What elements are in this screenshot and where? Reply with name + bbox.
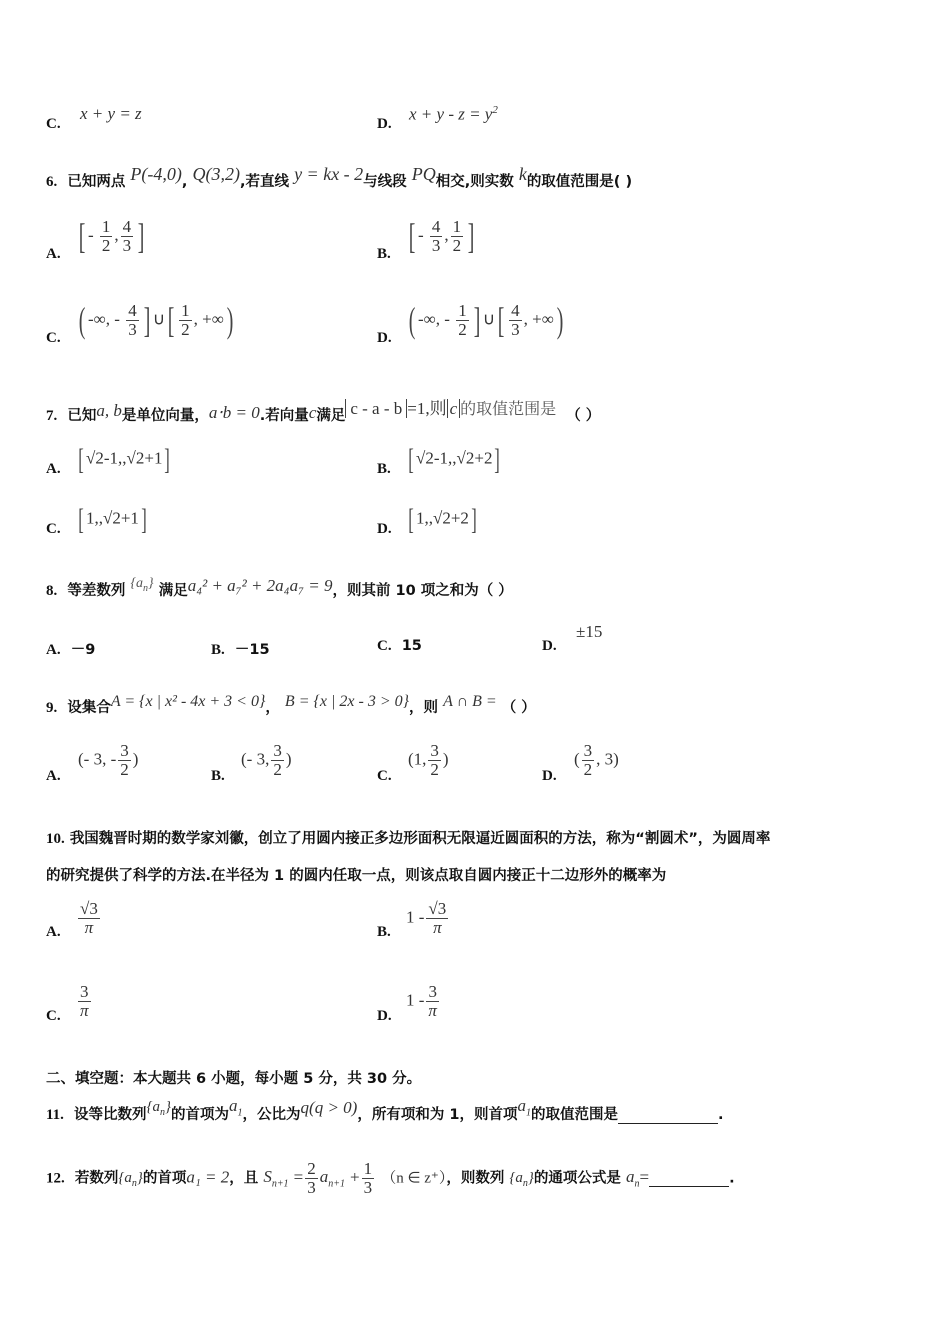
q6-stem: 6. 已知两点 P(-4,0), Q(3,2),若直线 y = kx - 2与线段 PQ相交,则实数 k的取值范围是( ) — [46, 164, 633, 190]
q9-option-d-expr: ( $\frac{3}{2}$ , 3) — [574, 741, 619, 779]
q6-option-a-label: A. — [46, 246, 61, 262]
q6-option-c-expr: ( -∞, - $\frac{4}{3}$ ] ∪[ $\frac{1}{2}$ , +∞) — [78, 300, 234, 341]
q10-option-a-expr: $\frac{√3}{\pi}$ — [80, 899, 98, 937]
q5-option-c-label: C. — [46, 116, 61, 132]
q10-option-b-label: B. — [377, 924, 391, 940]
q5-option-d-label: D. — [377, 116, 392, 132]
q11-stem: 11. 设等比数列$\{a_n\}$的首项为$a_1$，公比为q(q > 0)，所有项和为 1，则首项$a_1$的取值范围是 . — [46, 1096, 724, 1123]
q6-option-d-expr: ( -∞, - $\frac{1}{2}$ ] ∪[ $\frac{4}{3}$ , +∞) — [408, 300, 564, 341]
q9-option-b-expr: (- 3, $\frac{3}{2}$ ) — [241, 741, 292, 779]
q9-option-c-label: C. — [377, 768, 392, 784]
q8-option-d-label: D. — [542, 638, 557, 654]
q6-option-b-expr: [ - $\frac{4}{3}$ , $\frac{1}{2}$ ] — [408, 216, 475, 257]
q9-option-a-expr: (- 3, - $\frac{3}{2}$ ) — [78, 741, 139, 779]
q9-stem: 9. 设集合A = {x | x² - 4x + 3 < 0}， B = {x | 2x - 3 > 0}，则 A ∩ B = （ ） — [46, 693, 536, 716]
q9-option-a-label: A. — [46, 768, 61, 784]
q7-option-c-label: C. — [46, 521, 61, 537]
q6-option-b-label: B. — [377, 246, 391, 262]
q8-option-c: C. 15 — [377, 638, 422, 654]
q8-option-d-value: ±15 — [576, 622, 603, 641]
q7-option-d-label: D. — [377, 521, 392, 537]
q10-option-c-expr: $\frac{3}{\pi}$ — [80, 982, 89, 1020]
q7-option-b-label: B. — [377, 461, 391, 477]
q5-option-c-expr: x + y = z — [80, 104, 142, 123]
q10-stem-line2: 的研究提供了科学的方法.在半径为 1 的圆内任取一点，则该点取自圆内接正十二边形外的概率为 — [46, 868, 667, 884]
q10-option-d-label: D. — [377, 1008, 392, 1024]
q9-option-c-expr: (1, $\frac{3}{2}$ ) — [408, 741, 449, 779]
q9-option-b-label: B. — [211, 768, 225, 784]
q10-option-c-label: C. — [46, 1008, 61, 1024]
q12-stem: 12. 若数列$\{a_n\}$的首项a₁ = 2，且 $S_{n+1}$ = $\frac{2}{3}$ $a_{n+1}$ + $\frac{1}{3}$ （n ∈ z⁺），则数列 $\{a_n\}$的通项公式是 $a_n=$ . — [46, 1159, 735, 1197]
q10-option-b-expr: 1 - $\frac{√3}{\pi}$ — [406, 899, 447, 937]
q7-stem: 7. 已知a, b是单位向量，a⋅b = 0.若向量c满足 c - a - b =1,则 c 的取值范围是 （ ） — [46, 399, 601, 424]
q10-option-a-label: A. — [46, 924, 61, 940]
q10-option-d-expr: 1 - $\frac{3}{\pi}$ — [406, 982, 437, 1020]
q7-option-a-label: A. — [46, 461, 61, 477]
q6-option-d-label: D. — [377, 330, 392, 346]
q7-option-c-expr: [ 1,,√2+1] — [78, 503, 147, 536]
q7-option-a-expr: [ √2-1,,√2+1] — [78, 443, 171, 476]
q10-stem-line1: 10. 我国魏晋时期的数学家刘徽，创立了用圆内接正多边形面积无限逼近圆面积的方法，称为“割圆术”，为圆周率 — [46, 831, 771, 847]
section-2-title: 二、填空题：本大题共 6 小题，每小题 5 分，共 30 分。 — [46, 1071, 422, 1087]
q9-option-d-label: D. — [542, 768, 557, 784]
q7-option-d-expr: [ 1,,√2+2] — [408, 503, 477, 536]
q7-option-b-expr: [ √2-1,,√2+2] — [408, 443, 501, 476]
q6-option-a-expr: [ - $\frac{1}{2}$ , $\frac{4}{3}$ ] — [78, 216, 145, 257]
q6-option-c-label: C. — [46, 330, 61, 346]
q5-option-d-expr: $x + y - z = y^2$ — [409, 104, 498, 124]
q8-option-a: A. －9 — [46, 642, 96, 658]
q8-stem: 8. 等差数列 $\{a_n\}$ 满足a₄² + a₇² + 2a₄a₇ = 9，则其前 10 项之和为（ ） — [46, 576, 513, 599]
q8-option-b: B. －15 — [211, 642, 270, 658]
